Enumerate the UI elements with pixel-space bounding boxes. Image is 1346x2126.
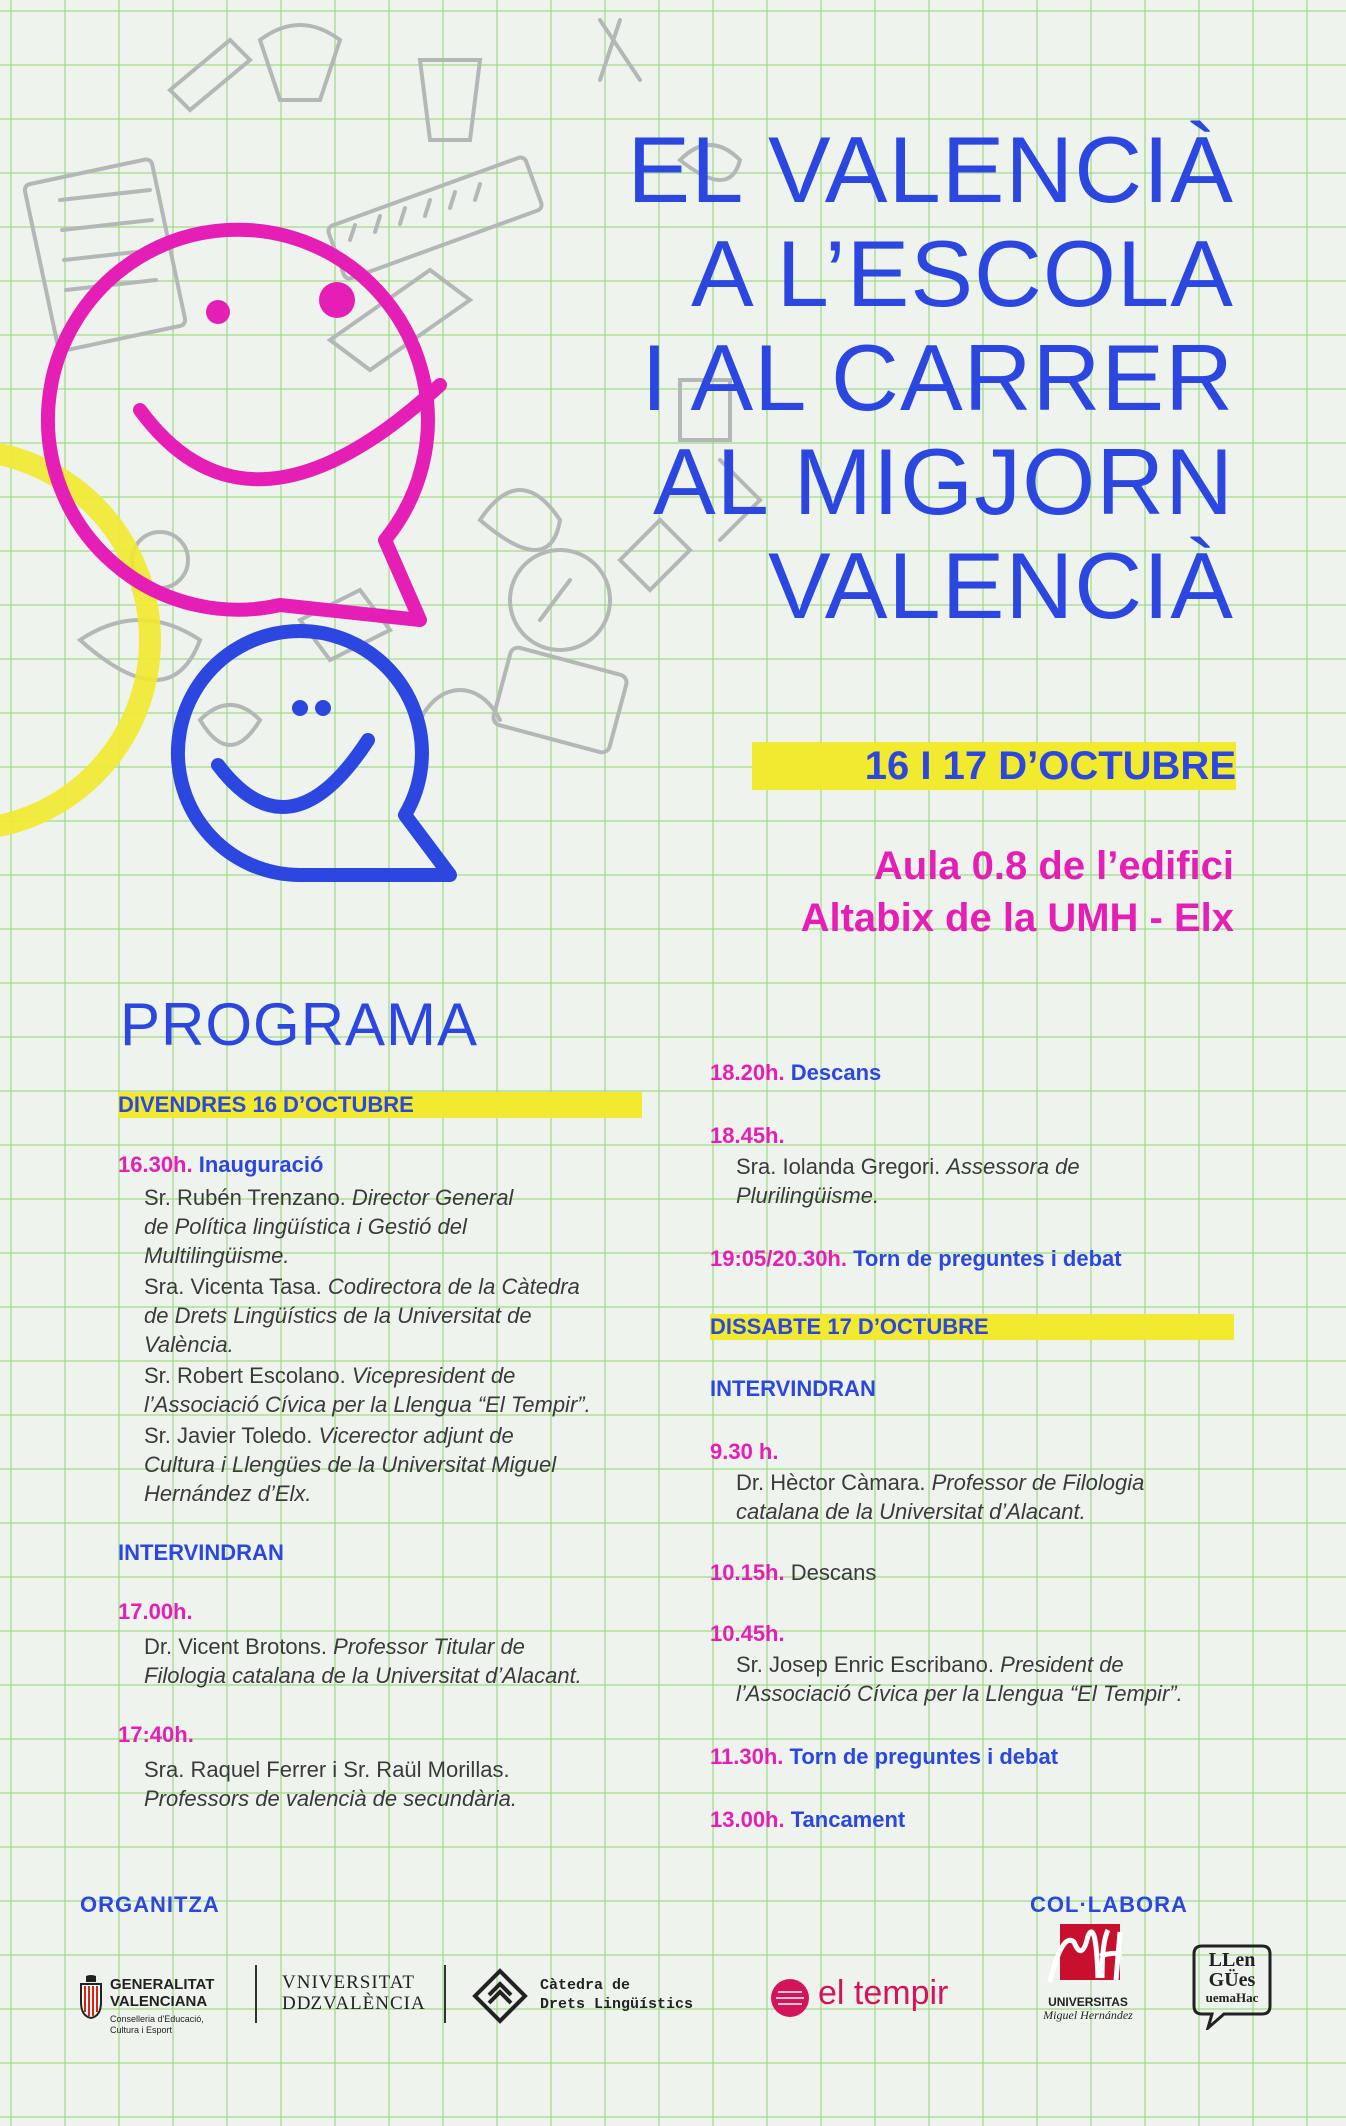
gva-sub-2: Cultura i Esport [110,2025,173,2035]
entry-title: Descans [790,1560,877,1585]
entry-time: 17:40h. [118,1722,194,1747]
uv-line-2: DǱVALÈNCIA [282,1993,426,2014]
speaker-escribano [736,1650,1270,1708]
speaker-desc: Plurilingüisme. [736,1183,880,1208]
speaker-desc: Cultura i Llengües de la Universitat Miguel [144,1452,557,1477]
umh-sub-2: Miguel Hernández [1043,2008,1133,2022]
speaker-desc: l’Associació Cívica per la Llengua “El Tempir”. [144,1392,591,1417]
opening-time: 16.30h. [118,1152,193,1177]
speaker-desc: Multilingüisme. [144,1243,290,1268]
intervindran-heading: INTERVINDRAN [710,1376,876,1401]
catedra-diamond-icon [472,1968,528,2024]
organitza-label: ORGANITZA [80,1892,220,1917]
entry-descans-1 [710,1058,1270,1087]
speaker-name: Sra. Raquel Ferrer i Sr. Raül Morillas. [144,1757,510,1782]
event-venue [801,840,1234,944]
speaker-camara [736,1468,1270,1526]
opening-title: Inauguració [198,1152,324,1177]
entry-time: 9.30 h. [710,1439,779,1464]
speaker-desc: Codirectora de la Càtedra [327,1274,580,1299]
speaker-desc: catalana de la Universitat d’Alacant. [736,1499,1086,1524]
tempir-text: el tempir [818,1974,949,2012]
entry-descans-2 [710,1558,1270,1587]
speaker-brotons [144,1632,678,1690]
llengues-line-2: GÜes [1208,1969,1256,1991]
speaker-desc: de Política lingüística i Gestió del [144,1214,467,1239]
uv-line-1: VNIVERSITAT [282,1972,415,1993]
entry-time: 18.20h. [710,1060,785,1085]
llengues-line-1: LLen [1208,1949,1256,1971]
event-dates: 16 I 17 D’OCTUBRE [864,744,1236,788]
entry-time: 17.00h. [118,1599,193,1624]
day2-label: DISSABTE 17 D’OCTUBRE [710,1314,989,1339]
speech-bubble-faces-icon [0,0,600,920]
speaker-desc: Professor Titular de [333,1634,525,1659]
entry-closing [710,1805,1270,1834]
speaker-desc: l’Associació Cívica per la Llengua “El Tempir”. [736,1681,1183,1706]
poster-title [627,118,1234,638]
llengues-line-3: uemaHac [1205,1990,1259,2005]
entry-time: 11.30h. [710,1744,784,1769]
speaker-4 [144,1421,678,1508]
umh-mh-icon [1042,1922,1132,1994]
catedra-drets-linguistics-logo [472,1962,732,2032]
speaker-3 [144,1361,678,1419]
entry-debate-2 [710,1742,1270,1771]
speaker-name: Dr. Hèctor Càmara. [736,1470,926,1495]
intervindran-heading: INTERVINDRAN [118,1540,284,1565]
programa-heading: PROGRAMA [120,991,479,1058]
entry-title: Torn de preguntes i debat [789,1744,1059,1769]
speaker-name: Sr. Javier Toledo. [144,1423,313,1448]
entry-title: Tancament [790,1807,906,1832]
catedra-line-2: Drets Lingüístics [540,1996,694,2013]
gva-line-1: GENERALITAT [110,1976,215,1993]
speaker-desc: Assessora de [946,1154,1080,1179]
title-line-1: EL VALENCIÀ [627,117,1234,222]
title-line-3: I AL CARRER [641,325,1234,430]
entry-debate-1 [710,1244,1270,1273]
title-line-4: AL MIGJORN [652,429,1234,534]
speaker-desc: Vicerector adjunt de [318,1423,514,1448]
gva-sub-1: Conselleria d'Educació, [110,2014,204,2024]
llengues-logo [1192,1942,1272,2030]
speaker-desc: President de [1000,1652,1124,1677]
speaker-desc: Vicepresident de [351,1363,516,1388]
venue-line-1: Aula 0.8 de l’edifici [873,844,1234,888]
speaker-1 [144,1183,678,1270]
gva-crest-icon [78,1974,104,2020]
gva-line-2: VALENCIANA [110,1993,208,2010]
opening-entry [118,1150,678,1179]
speaker-name: Sr. Rubén Trenzano. [144,1185,346,1210]
schedule-column-2 [710,1058,1270,1273]
schedule-column-3 [710,1374,1270,1834]
universitat-valencia-logo [282,1972,442,2022]
speaker-ferrer-morillas [144,1755,678,1813]
event-dates-band [752,742,1236,790]
day1-label: DIVENDRES 16 D’OCTUBRE [118,1092,414,1117]
el-tempir-logo [770,1970,1000,2020]
catedra-line-1: Càtedra de [540,1977,631,1994]
speaker-name: Sr. Josep Enric Escribano. [736,1652,995,1677]
speaker-desc: València. [144,1332,234,1357]
speaker-name: Sr. Robert Escolano. [144,1363,346,1388]
title-line-5: VALENCIÀ [768,533,1234,638]
entry-title: Torn de preguntes i debat [853,1246,1122,1271]
umh-sub-1: UNIVERSITAS [1048,1995,1128,2009]
umh-logo [1038,1922,1138,2032]
entry-time: 10.45h. [710,1621,785,1646]
speaker-desc: Director General [351,1185,514,1210]
entry-title: Descans [790,1060,882,1085]
venue-line-2: Altabix de la UMH - Elx [800,896,1234,940]
collabora-label: COL·LABORA [1030,1892,1188,1917]
generalitat-logo [78,1970,248,2050]
schedule-column-1 [118,1150,678,1813]
speaker-gregori [736,1152,1270,1210]
entry-time: 10.15h. [710,1560,785,1585]
speaker-desc: Professors de valencià de secundària. [144,1786,517,1811]
title-line-2: A L’ESCOLA [691,221,1234,326]
speaker-name: Sra. Vicenta Tasa. [144,1274,322,1299]
speaker-2 [144,1272,678,1359]
tempir-circle-icon [770,1978,810,2018]
speaker-desc: Filologia catalana de la Universitat d’Alacant. [144,1663,582,1688]
day2-band [710,1314,1234,1340]
speaker-name: Dr. Vicent Brotons. [144,1634,328,1659]
entry-time: 19:05/20.30h. [710,1246,847,1271]
speaker-desc: Professor de Filologia [931,1470,1145,1495]
speaker-desc: Hernández d’Elx. [144,1481,312,1506]
divider [444,1965,446,2023]
speaker-name: Sra. Iolanda Gregori. [736,1154,941,1179]
day1-band [118,1092,642,1118]
divider [255,1965,257,2023]
speaker-desc: de Drets Lingüístics de la Universitat de [144,1303,532,1328]
entry-time: 13.00h. [710,1807,785,1832]
entry-time: 18.45h. [710,1123,785,1148]
